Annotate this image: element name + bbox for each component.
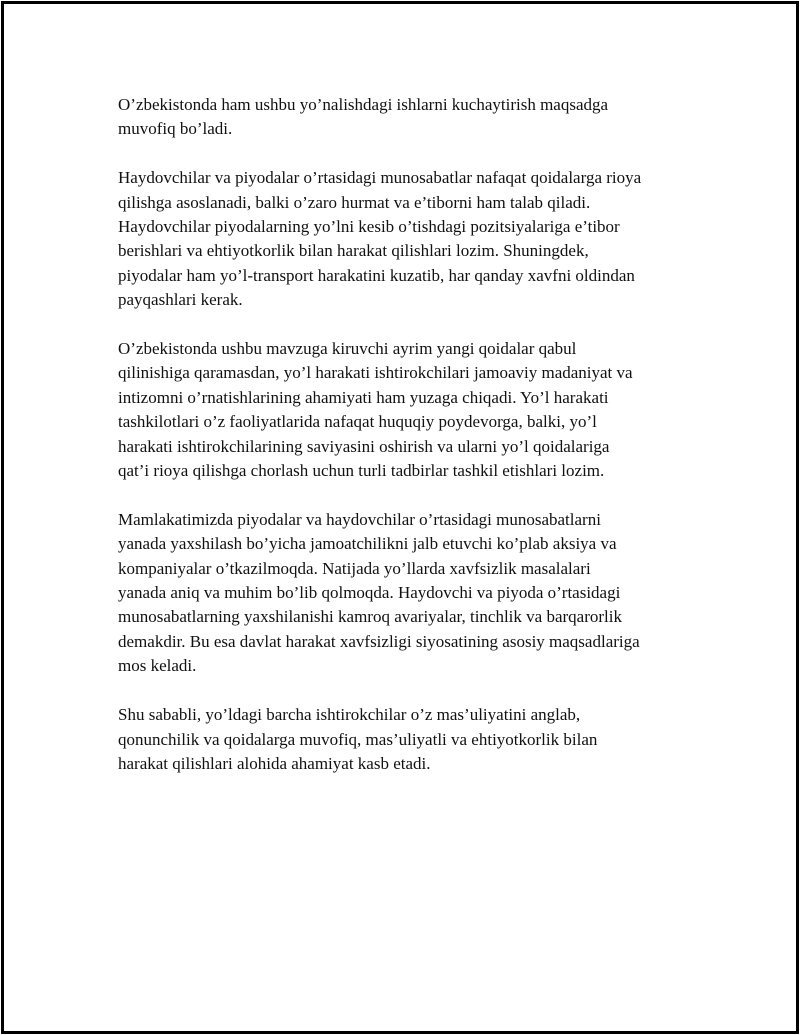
document-body xyxy=(118,93,688,801)
paragraph-2 xyxy=(118,166,688,312)
text-line: qilinishiga qaramasdan, yo’l harakati ishtirokchilari jamoaviy madaniyat va xyxy=(118,363,633,383)
text-line: Haydovchilar piyodalarning yo’lni kesib o’tishdagi pozitsiyalariga e’tibor xyxy=(118,217,620,237)
text-line: piyodalar ham yo’l-transport harakatini kuzatib, har qanday xavfni oldindan xyxy=(118,265,635,285)
text-line: payqashlari kerak. xyxy=(118,290,243,310)
text-line: harakati ishtirokchilarining saviyasini oshirish va ularni yo’l qoidalariga xyxy=(118,436,610,456)
text-line: Mamlakatimizda piyodalar va haydovchilar o’rtasidagi munosabatlarni xyxy=(118,509,601,529)
paragraph-3 xyxy=(118,337,688,483)
text-line: Shu sababli, yo’ldagi barcha ishtirokchilar o’z mas’uliyatini anglab, xyxy=(118,705,581,725)
paragraph-5 xyxy=(118,703,688,776)
text-line: demakdir. Bu esa davlat harakat xavfsizligi siyosatining asosiy maqsadlariga xyxy=(118,631,640,651)
text-line: qat’i rioya qilishga chorlash uchun turli tadbirlar tashkil etishlari lozim. xyxy=(118,461,605,481)
text-line: muvofiq bo’ladi. xyxy=(118,119,233,139)
text-line: harakat qilishlari alohida ahamiyat kasb etadi. xyxy=(118,753,431,773)
text-line: berishlari va ehtiyotkorlik bilan harakat qilishlari lozim. Shuningdek, xyxy=(118,241,589,261)
paragraph-1 xyxy=(118,93,688,142)
text-line: kompaniyalar o’tkazilmoqda. Natijada yo’llarda xavfsizlik masalalari xyxy=(118,558,591,578)
text-line: qilishga asoslanadi, balki o’zaro hurmat va e’tiborni ham talab qiladi. xyxy=(118,192,591,212)
text-line: munosabatlarning yaxshilanishi kamroq avariyalar, tinchlik va barqarorlik xyxy=(118,607,622,627)
text-line: O’zbekistonda ham ushbu yo’nalishdagi ishlarni kuchaytirish maqsadga xyxy=(118,95,609,114)
text-line: intizomni o’rnatishlarining ahamiyati ham yuzaga chiqadi. Yo’l harakati xyxy=(118,387,609,407)
paragraph-4 xyxy=(118,508,688,679)
text-line: yanada yaxshilash bo’yicha jamoatchilikni jalb etuvchi ko’plab aksiya va xyxy=(118,534,617,554)
text-line: mos keladi. xyxy=(118,656,197,676)
text-line: qonunchilik va qoidalarga muvofiq, mas’uliyatli va ehtiyotkorlik bilan xyxy=(118,729,598,749)
text-line: Haydovchilar va piyodalar o’rtasidagi munosabatlar nafaqat qoidalarga rioya xyxy=(118,168,642,188)
text-line: tashkilotlari o’z faoliyatlarida nafaqat huquqiy poydevorga, balki, yo’l xyxy=(118,412,597,432)
text-line: O’zbekistonda ushbu mavzuga kiruvchi ayrim yangi qoidalar qabul xyxy=(118,339,577,359)
text-line: yanada aniq va muhim bo’lib qolmoqda. Haydovchi va piyoda o’rtasidagi xyxy=(118,583,621,603)
